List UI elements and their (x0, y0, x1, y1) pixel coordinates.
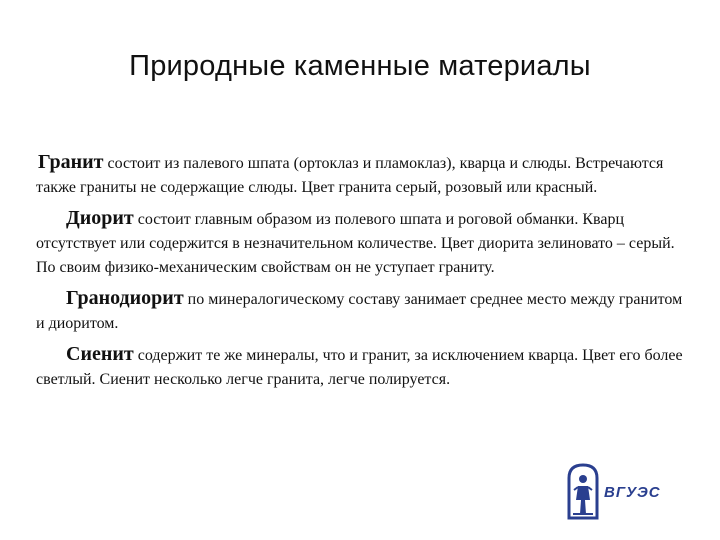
paragraph-syenite (36, 342, 686, 392)
paragraph-text: состоит главным образом из полевого шпата и роговой обманки. Кварц отсутствует или содержится в незначительном количестве. Цвет диорита зелиновато – серый. По своим физико-механическим свойствам он не уступает граниту. (36, 211, 675, 276)
paragraph-granite (36, 150, 686, 200)
term-syenite: Сиенит (66, 343, 134, 365)
paragraph-text: состоит из палевого шпата (ортоклаз и пламоклаз), кварца и слюды. Встречаются также граниты не содержащие слюды. Цвет гранита серый, розовый или красный. (36, 155, 664, 196)
term-diorite: Диорит (66, 207, 134, 229)
paragraph-diorite (36, 206, 686, 280)
paragraph-text: содержит те же минералы, что и гранит, за исключением кварца. Цвет его более светлый. Сиенит несколько легче гранита, легче полируется. (36, 347, 683, 388)
term-granite: Гранит (38, 151, 104, 173)
logo-text: ВГУЭС (604, 484, 661, 501)
university-emblem-icon (566, 462, 600, 520)
university-logo (566, 462, 676, 524)
term-granodiorite: Гранодиорит (66, 287, 184, 309)
paragraph-text: по минералогическому составу занимает среднее место между гранитом и диоритом. (36, 291, 683, 332)
slide-title: Природные каменные материалы (129, 50, 591, 82)
slide-body (36, 150, 686, 398)
paragraph-granodiorite (36, 286, 686, 336)
